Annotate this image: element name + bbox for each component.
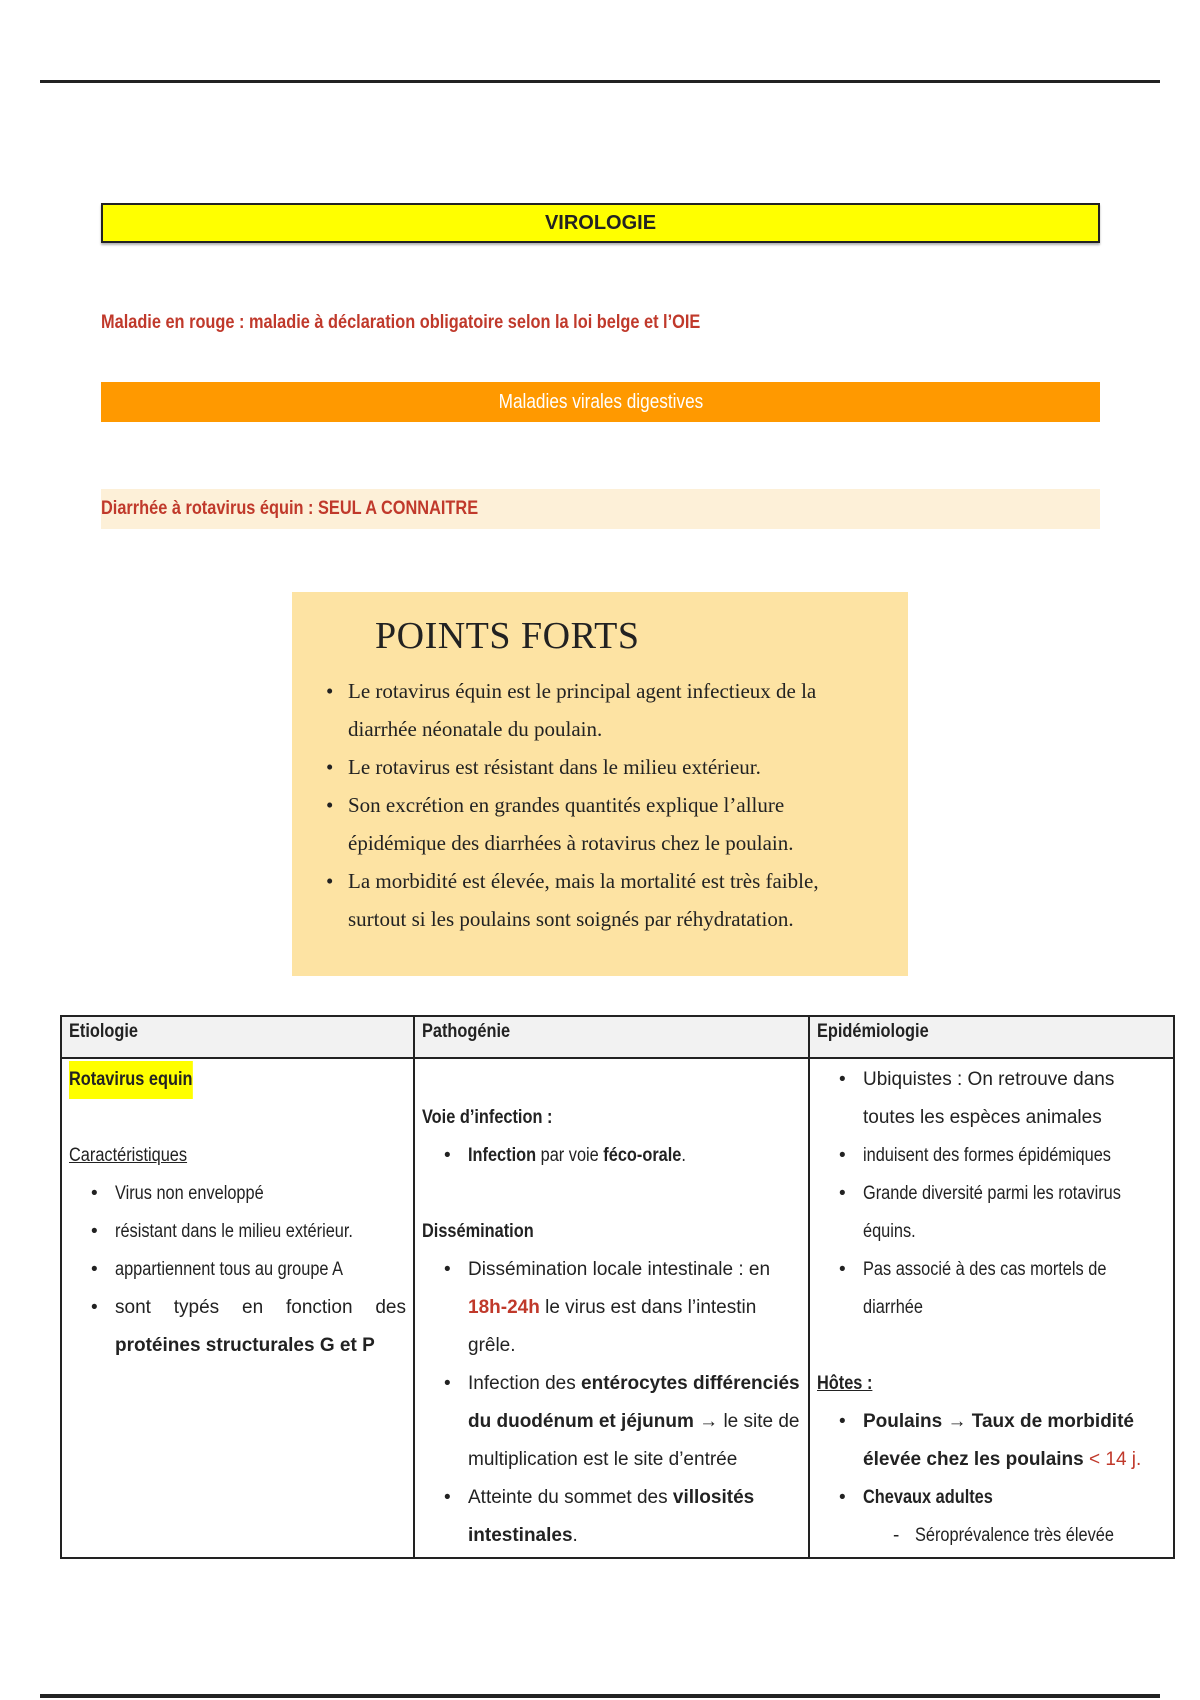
agent-name: Rotavirus equin	[69, 1061, 192, 1099]
header-pathogenie: Pathogénie	[414, 1016, 809, 1058]
page-title-bar	[101, 203, 1100, 243]
voie-list	[422, 1137, 801, 1175]
subsection-title: Diarrhée à rotavirus équin : SEUL A CONNAITRE	[101, 498, 479, 519]
points-forts-item: • Son excrétion en grandes quantités explique l’allure épidémique des diarrhées à rotavirus chez le poulain.	[348, 786, 880, 862]
list-item: - Séroprévalence très élevée	[915, 1517, 1166, 1555]
subsection-header	[101, 489, 1100, 529]
section-title: Maladies virales digestives	[498, 390, 703, 413]
points-forts-item: • Le rotavirus équin est le principal agent infectieux de la diarrhée néonatale du poulain.	[348, 672, 880, 748]
list-item: • Grande diversité parmi les rotavirus équins.	[863, 1175, 1166, 1251]
top-rule	[40, 80, 1160, 83]
caracteristiques-list	[69, 1175, 406, 1365]
caracteristiques-title: Caractéristiques	[69, 1145, 188, 1166]
list-item: • Atteinte du sommet des villosités intestinales.	[468, 1479, 801, 1555]
points-forts-item: • La morbidité est élevée, mais la mortalité est très faible, surtout si les poulains sont soignés par réhydratation.	[348, 862, 880, 938]
list-item: • appartiennent tous au groupe A	[115, 1251, 406, 1289]
header-etiologie: Etiologie	[61, 1016, 414, 1058]
list-item: • induisent des formes épidémiques	[863, 1137, 1166, 1175]
points-forts-item: • Le rotavirus est résistant dans le milieu extérieur.	[348, 748, 880, 786]
list-item: • Ubiquistes : On retrouve dans toutes les espèces animales	[863, 1061, 1166, 1137]
epidemiologie-list	[817, 1061, 1166, 1327]
points-forts-list	[322, 672, 880, 938]
bottom-rule	[40, 1694, 1160, 1698]
list-item: • Poulains → Taux de morbidité élevée chez les poulains < 14 j.	[863, 1403, 1166, 1479]
table-row	[61, 1058, 1174, 1558]
points-forts-box	[292, 592, 908, 976]
dissemination-list	[422, 1251, 801, 1555]
hotes-list	[817, 1403, 1166, 1517]
hotes-title: Hôtes :	[817, 1373, 873, 1394]
disease-table	[60, 1015, 1175, 1559]
list-item: • résistant dans le milieu extérieur.	[115, 1213, 406, 1251]
list-item: • Infection par voie féco-orale.	[468, 1137, 801, 1175]
dissemination-title: Dissémination	[422, 1221, 534, 1242]
voie-title: Voie d’infection :	[422, 1107, 553, 1128]
list-item: • Pas associé à des cas mortels de diarrhée	[863, 1251, 1166, 1327]
header-epidemiologie: Epidémiologie	[809, 1016, 1174, 1058]
cell-etiologie	[61, 1058, 414, 1558]
points-forts-title: POINTS FORTS	[375, 615, 640, 657]
hotes-sub-list	[817, 1517, 1166, 1555]
list-item: • Virus non enveloppé	[115, 1175, 406, 1213]
cell-epidemiologie	[809, 1058, 1174, 1558]
list-item: • Infection des entérocytes différenciés du duodénum et jéjunum → le site de multiplication est le site d’entrée	[468, 1365, 801, 1479]
cell-pathogenie	[414, 1058, 809, 1558]
list-item: • Dissémination locale intestinale : en 18h-24h le virus est dans l’intestin grêle.	[468, 1251, 801, 1365]
legend-note: Maladie en rouge : maladie à déclaration obligatoire selon la loi belge et l’OIE	[101, 312, 701, 333]
list-item: • Chevaux adultes	[863, 1479, 1166, 1517]
list-item: • sont typés en fonction des protéines structurales G et P	[115, 1289, 406, 1365]
table-header-row	[61, 1016, 1174, 1058]
section-header	[101, 382, 1100, 422]
page-title: VIROLOGIE	[544, 211, 657, 234]
